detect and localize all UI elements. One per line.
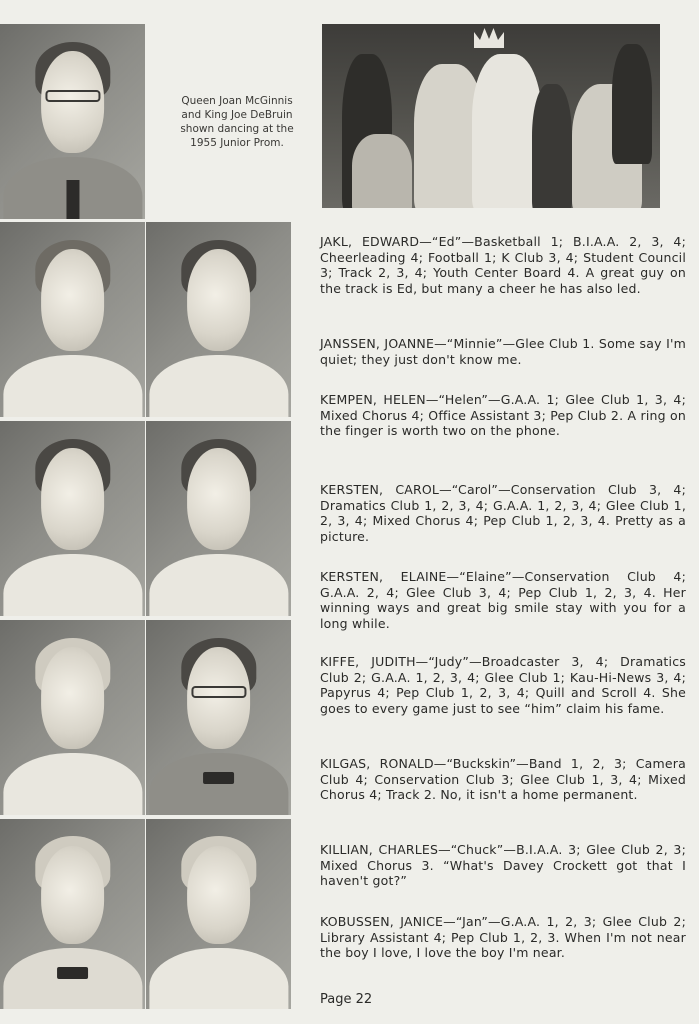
entry-kobussen: KOBUSSEN, JANICE—“Jan”—G.A.A. 1, 2, 3; Glee Club 2; Library Assistant 4; Pep Club 1, 2, 3. When I'm not near the boy I love, I love the boy I'm near. (320, 914, 686, 960)
entry-kempen: KEMPEN, HELEN—“Helen”—G.A.A. 1; Glee Club 1, 3, 4; Mixed Chorus 4; Office Assistant 3; Pep Club 2. A ring on the finger is worth two on the phone. (320, 392, 686, 438)
entry-kersten-carol: KERSTEN, CAROL—“Carol”—Conservation Club 3, 4; Dramatics Club 1, 2, 3, 4; G.A.A. 1, 2, 3, 4; Glee Club 1, 2, 3, 4; Mixed Chorus 4; Pep Club 1, 2, 3, 4. Pretty as a picture. (320, 482, 686, 544)
crown-icon (474, 28, 504, 48)
page-number: Page 22 (320, 992, 373, 1007)
portrait-carol-kersten (0, 421, 145, 616)
portrait-helen-kempen (146, 222, 291, 417)
portrait-charles-killian (0, 819, 145, 1009)
prom-dance-photo (322, 24, 660, 208)
portrait-ronald-kilgas (146, 620, 291, 815)
entry-kilgas: KILGAS, RONALD—“Buckskin”—Band 1, 2, 3; Camera Club 4; Conservation Club 3; Glee Club 1, 3, 4; Mixed Chorus 4; Track 2. No, it isn't a home permanent. (320, 756, 686, 802)
portrait-janice-kobussen (146, 819, 291, 1009)
entry-kiffe: KIFFE, JUDITH—“Judy”—Broadcaster 3, 4; Dramatics Club 2; G.A.A. 1, 2, 3, 4; Glee Club 1; Kau-Hi-News 3, 4; Papyrus 4; Pep Club 1, 2, 3, 4; Quill and Scroll 4. She goes to every game just to see “him” claim his fame. (320, 654, 686, 716)
portrait-joanne-janssen (0, 222, 145, 417)
entry-jakl: JAKL, EDWARD—“Ed”—Basketball 1; B.I.A.A. 2, 3, 4; Cheerleading 4; Football 1; K Club 3, 4; Student Council 3; Track 2, 3, 4; Youth Center Board 4. A great guy on the track is Ed, but many a cheer he has also led. (320, 234, 686, 296)
entry-janssen: JANSSEN, JOANNE—“Minnie”—Glee Club 1. Some say I'm quiet; they just don't know me. (320, 336, 686, 367)
portrait-edward-jakl (0, 24, 145, 219)
photo-caption: Queen Joan McGinnis and King Joe DeBruin shown dancing at the 1955 Junior Prom. (180, 95, 294, 149)
portrait-elaine-kersten (146, 421, 291, 616)
portrait-judith-kiffe (0, 620, 145, 815)
entry-killian: KILLIAN, CHARLES—“Chuck”—B.I.A.A. 3; Glee Club 2, 3; Mixed Chorus 3. “What's Davey Crockett got that I haven't got?” (320, 842, 686, 888)
entry-kersten-elaine: KERSTEN, ELAINE—“Elaine”—Conservation Club 4; G.A.A. 2, 4; Glee Club 3, 4; Pep Club 1, 2, 3, 4. Her winning ways and great big smile stay with you for a long while. (320, 569, 686, 631)
